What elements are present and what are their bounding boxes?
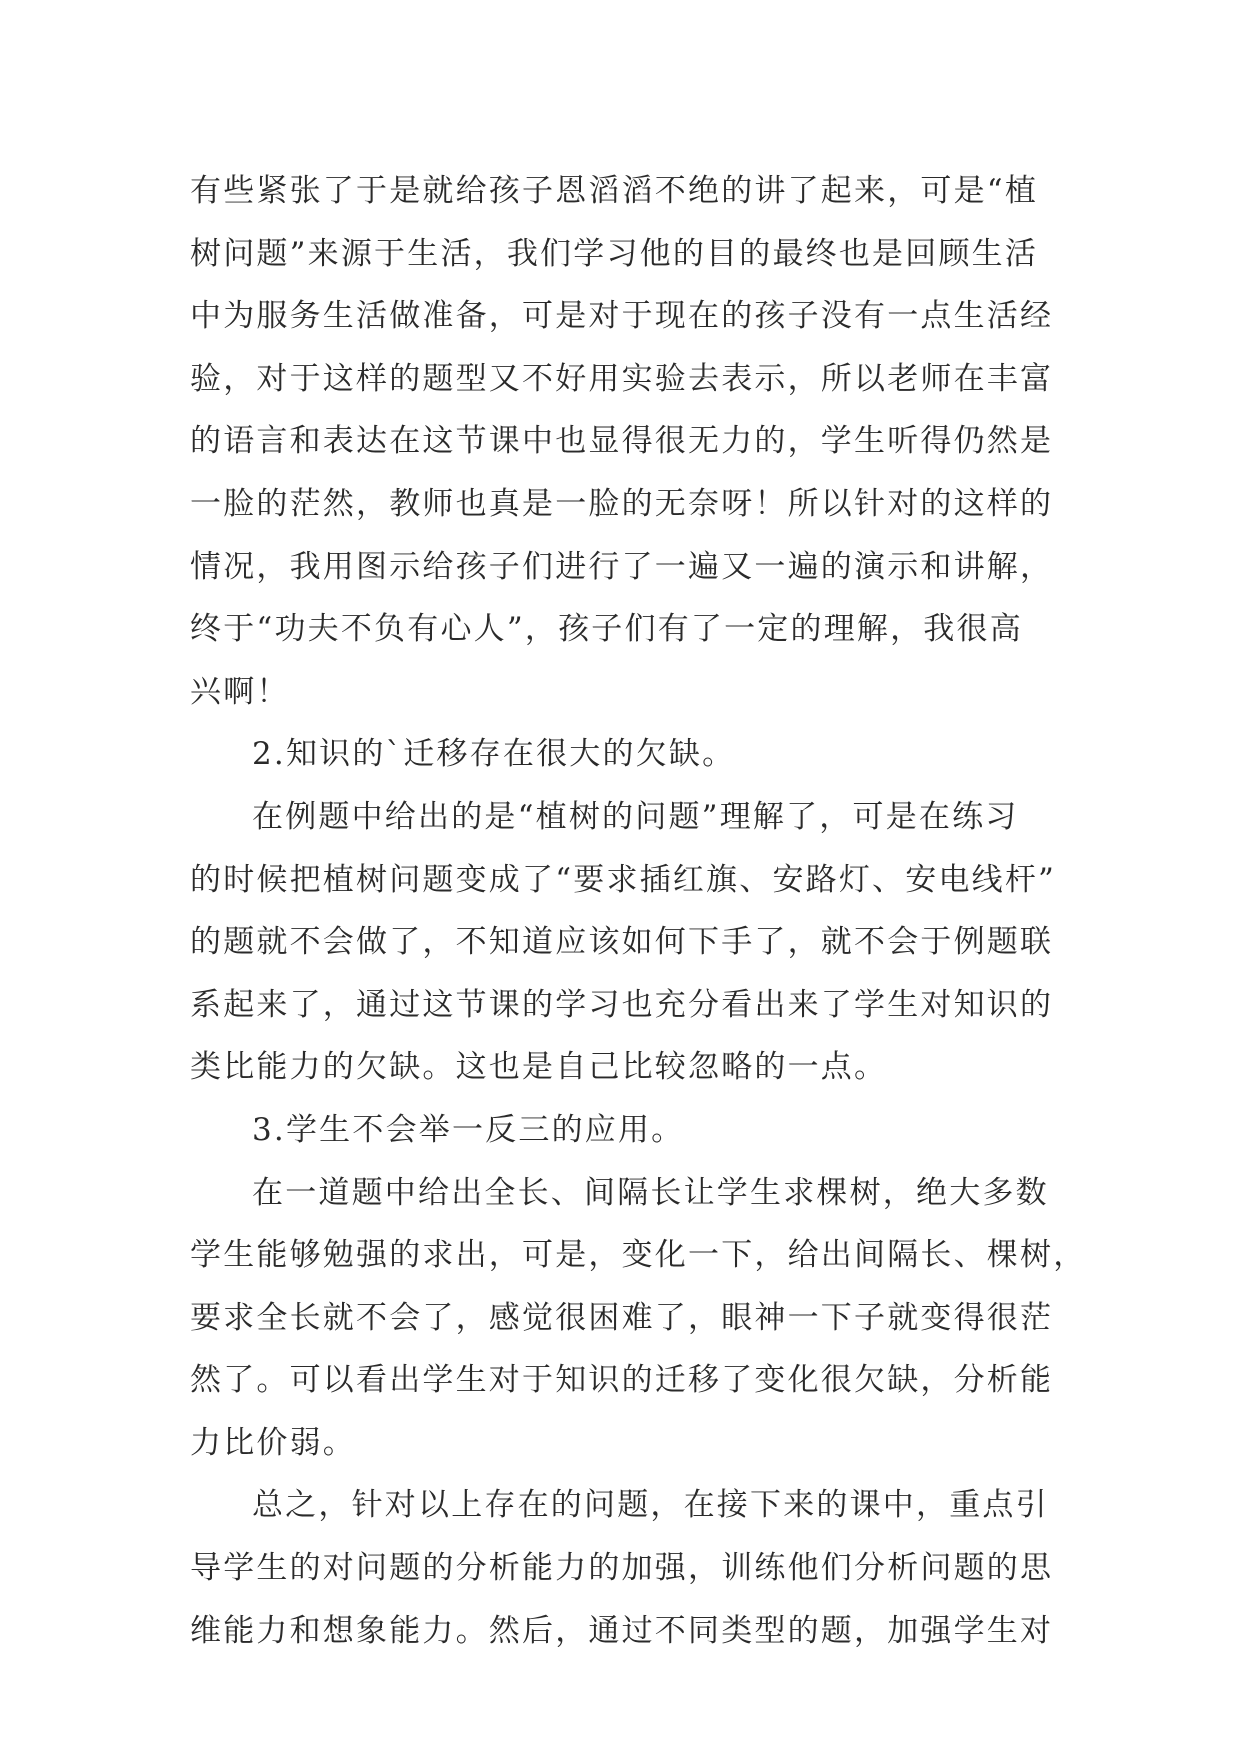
document-body (190, 160, 1087, 1662)
text-line: 一脸的茫然，教师也真是一脸的无奈呀！所以针对的这样的 (190, 485, 1054, 522)
section-heading-2 (190, 723, 1050, 786)
paragraph-4 (190, 1474, 1050, 1537)
text-line: 的题就不会做了，不知道应该如何下手了，就不会于例题联 (190, 924, 1054, 961)
paragraph-4-continued (190, 1537, 1054, 1662)
paragraph-3-continued (190, 1224, 1087, 1474)
text-line: 力比价弱。 (190, 1424, 356, 1461)
text-line: 终于“功夫不负有心人”，孩子们有了一定的理解，我很高 (190, 611, 1023, 648)
text-line: 兴啊！ (190, 673, 290, 710)
text-line: 要求全长就不会了，感觉很困难了，眼神一下子就变得很茫 (190, 1299, 1054, 1336)
text-line: 的语言和表达在这节课中也显得很无力的，学生听得仍然是 (190, 423, 1054, 460)
text-line: 导学生的对问题的分析能力的加强，训练他们分析问题的思 (190, 1550, 1054, 1587)
text-line: 中为服务生活做准备，可是对于现在的孩子没有一点生活经 (190, 298, 1054, 335)
paragraph-2-continued (190, 849, 1057, 1099)
paragraph-3 (190, 1162, 1050, 1225)
text-line: 2.知识的`迁移存在很大的欠缺。 (252, 736, 736, 773)
text-line: 类比能力的欠缺。这也是自己比较忽略的一点。 (190, 1049, 888, 1086)
text-line: 的时候把植树问题变成了“要求插红旗、安路灯、安电线杆” (190, 861, 1057, 898)
paragraph-2 (190, 786, 1050, 849)
text-line: 系起来了，通过这节课的学习也充分看出来了学生对知识的 (190, 986, 1054, 1023)
text-line: 总之，针对以上存在的问题，在接下来的课中，重点引 (252, 1487, 1049, 1524)
text-line: 验，对于这样的题型又不好用实验去表示，所以老师在丰富 (190, 360, 1054, 397)
paragraph-1 (190, 160, 1054, 723)
text-line: 在例题中给出的是“植树的问题”理解了，可是在练习 (252, 798, 1019, 835)
text-line: 3.学生不会举一反三的应用。 (252, 1111, 685, 1148)
section-heading-3 (190, 1099, 1050, 1162)
text-line: 有些紧张了于是就给孩子恩滔滔不绝的讲了起来，可是“植 (190, 173, 1039, 209)
text-line: 维能力和想象能力。然后，通过不同类型的题，加强学生对 (190, 1612, 1054, 1649)
text-line: 情况，我用图示给孩子们进行了一遍又一遍的演示和讲解， (190, 548, 1054, 585)
text-line: 在一道题中给出全长、间隔长让学生求棵树，绝大多数 (252, 1174, 1049, 1211)
text-line: 学生能够勉强的求出，可是，变化一下，给出间隔长、棵树， (190, 1237, 1087, 1274)
text-line: 树问题”来源于生活，我们学习他的目的最终也是回顾生活 (190, 235, 1039, 272)
text-line: 然了。可以看出学生对于知识的迁移了变化很欠缺，分析能 (190, 1362, 1054, 1399)
